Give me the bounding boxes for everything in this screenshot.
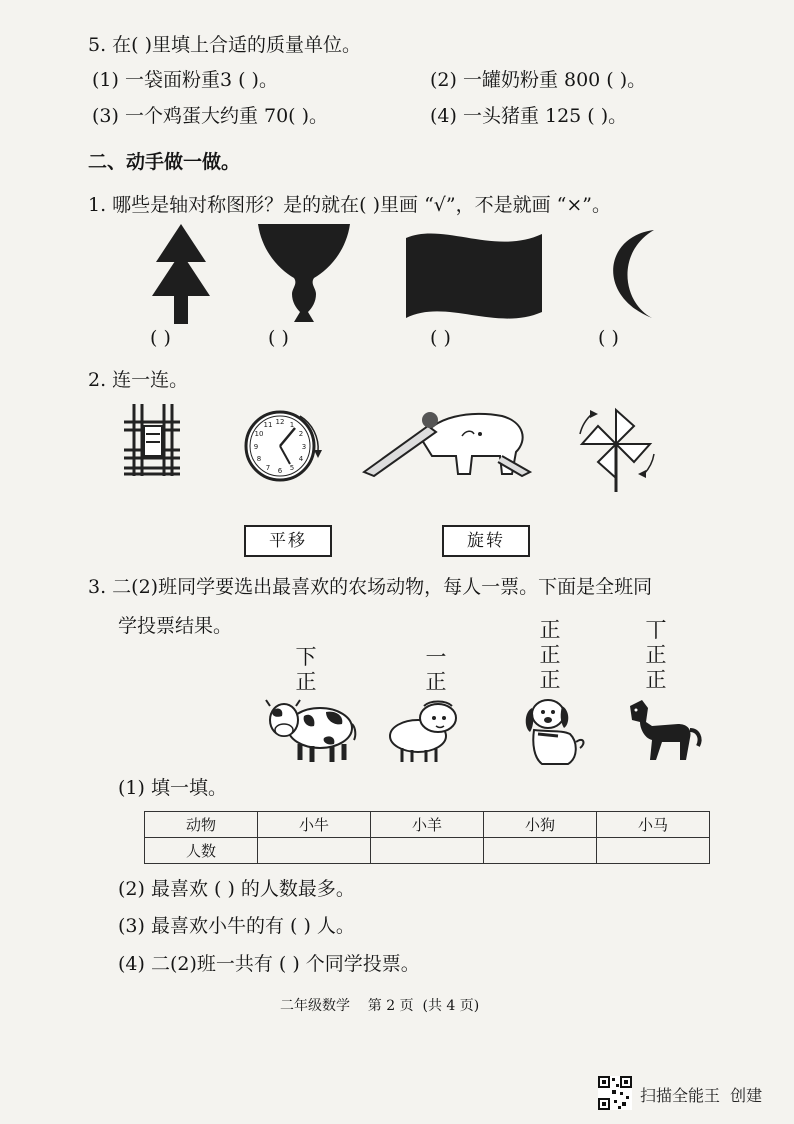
table-header-row <box>145 812 710 838</box>
svg-text:9: 9 <box>253 443 259 451</box>
wave-flag-icon <box>404 228 544 324</box>
svg-text:4: 4 <box>298 455 304 463</box>
row-label: 人数 <box>145 838 258 864</box>
q1-paren-4[interactable]: ( ) <box>598 327 619 349</box>
svg-text:11: 11 <box>263 421 273 429</box>
section-heading: 二、动手做一做。 <box>88 151 241 173</box>
svg-text:12: 12 <box>275 418 285 426</box>
scanner-watermark: 扫描全能王 创建 <box>640 1086 763 1105</box>
q1-paren-3[interactable]: ( ) <box>430 327 451 349</box>
svg-text:10: 10 <box>254 430 264 438</box>
q5-item-4: (4) 一头猪重 125 ( )。 <box>430 105 628 127</box>
vase-icon <box>258 222 350 324</box>
header-cell: 动物 <box>145 812 258 838</box>
playground-slide-icon <box>362 400 532 478</box>
table-row <box>145 838 710 864</box>
answer-cell-dog[interactable] <box>484 838 597 864</box>
header-cell: 小牛 <box>258 812 371 838</box>
q1-paren-2[interactable]: ( ) <box>268 327 289 349</box>
q5-item-1: (1) 一袋面粉重3 ( )。 <box>92 69 278 91</box>
svg-text:3: 3 <box>301 443 307 451</box>
sheep-icon <box>384 698 464 764</box>
tally-dog: 正 正 正 <box>539 618 561 692</box>
tree-arrow-icon <box>150 222 212 324</box>
answer-cell-horse[interactable] <box>597 838 710 864</box>
svg-text:7: 7 <box>265 464 271 472</box>
header-cell: 小狗 <box>484 812 597 838</box>
tally-cow: 下 正 <box>295 645 317 694</box>
horse-icon <box>622 698 704 764</box>
q3-sub2: (2) 最喜欢 ( ) 的人数最多。 <box>118 878 355 900</box>
page-footer: 二年级数学 第 2 页 (共 4 页) <box>280 998 480 1014</box>
q5-item-2: (2) 一罐奶粉重 800 ( )。 <box>430 69 647 91</box>
crescent-moon-icon <box>594 226 658 322</box>
vote-table <box>144 811 710 864</box>
box-rotate[interactable]: 旋转 <box>442 525 530 557</box>
box-translate[interactable]: 平移 <box>244 525 332 557</box>
answer-cell-cow[interactable] <box>258 838 371 864</box>
q3-sub3: (3) 最喜欢小牛的有 ( ) 人。 <box>118 915 355 937</box>
pinwheel-icon <box>572 404 662 494</box>
q1-paren-1[interactable]: ( ) <box>150 327 171 349</box>
answer-cell-sheep[interactable] <box>371 838 484 864</box>
q3-sub1: (1) 填一填。 <box>118 777 227 799</box>
svg-text:6: 6 <box>277 467 283 475</box>
q3-line-2: 学投票结果。 <box>118 615 233 637</box>
svg-text:2: 2 <box>298 430 304 438</box>
q5-item-3: (3) 一个鸡蛋大约重 70( )。 <box>92 105 329 127</box>
svg-text:8: 8 <box>256 455 262 463</box>
header-cell: 小羊 <box>371 812 484 838</box>
q1-text: 1. 哪些是轴对称图形？是的就在( )里画 “√”，不是就画 “×”。 <box>88 194 611 216</box>
qr-code-icon <box>598 1076 632 1110</box>
tally-sheep: 一 正 <box>425 645 447 694</box>
q3-sub4: (4) 二(2)班一共有 ( ) 个同学投票。 <box>118 953 420 975</box>
svg-text:1: 1 <box>289 421 295 429</box>
clock-icon <box>240 404 324 488</box>
elevator-icon <box>120 402 184 478</box>
tally-horse: 丅 正 正 <box>645 618 667 692</box>
header-cell: 小马 <box>597 812 710 838</box>
q3-line-1: 3. 二(2)班同学要选出最喜欢的农场动物，每人一票。下面是全班同 <box>88 576 653 598</box>
q5-title: 5. 在( )里填上合适的质量单位。 <box>88 34 362 56</box>
cow-icon <box>264 694 358 764</box>
svg-text:5: 5 <box>289 464 295 472</box>
dog-icon <box>518 692 588 768</box>
q2-text: 2. 连一连。 <box>88 369 189 391</box>
